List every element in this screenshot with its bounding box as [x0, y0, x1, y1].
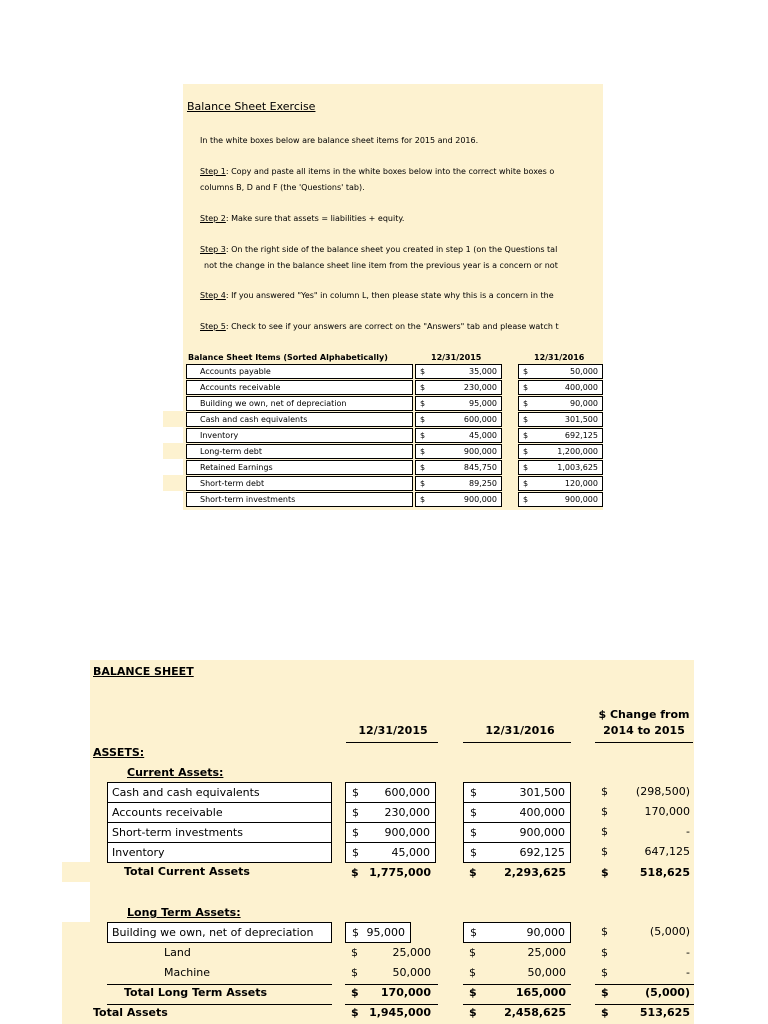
total-label: Total Assets — [93, 1006, 168, 1019]
value-2015-cell[interactable]: $ 900,000 — [415, 444, 502, 459]
value-change: $ - — [601, 825, 690, 838]
item-row — [183, 492, 603, 508]
item-name[interactable]: Long-term debt — [186, 444, 413, 459]
value-2015-cell[interactable]: $ 45,000 — [345, 842, 436, 863]
item-name[interactable]: Short-term debt — [186, 476, 413, 491]
value-2015: $ 50,000 — [351, 966, 431, 979]
item-row — [183, 380, 603, 396]
value-2016-cell[interactable]: $ 400,000 — [463, 802, 571, 823]
value-2015: $ 25,000 — [351, 946, 431, 959]
exercise-intro: In the white boxes below are balance sheet items for 2015 and 2016. — [200, 136, 479, 145]
col-2015-header: 12/31/2015 — [358, 724, 428, 737]
value-change: $ (298,500) — [601, 785, 690, 798]
item-row — [183, 364, 603, 380]
col-change-header-line2: 2014 to 2015 — [603, 724, 685, 737]
value-2015: $ 95,000 — [345, 922, 411, 943]
value-2015-cell[interactable]: $ 45,000 — [415, 428, 502, 443]
assets-label: ASSETS: — [93, 746, 145, 759]
item-row — [183, 444, 603, 460]
total-2015: $ 1,945,000 — [351, 1006, 431, 1019]
total-change: $ (5,000) — [601, 986, 690, 999]
item-name[interactable]: Inventory — [186, 428, 413, 443]
value-2015-cell[interactable]: $ 900,000 — [415, 492, 502, 507]
item-name[interactable]: Accounts receivable — [107, 802, 332, 823]
value-2016-cell[interactable]: $ 692,125 — [463, 842, 571, 863]
value-2016: $ 50,000 — [469, 966, 566, 979]
value-change: $ - — [601, 966, 690, 979]
value-2015-cell[interactable]: $ 35,000 — [415, 364, 502, 379]
value-change: $ (5,000) — [601, 925, 690, 938]
item-name[interactable]: Accounts payable — [186, 364, 413, 379]
total-2015: $ 1,775,000 — [351, 866, 431, 879]
items-header: Balance Sheet Items (Sorted Alphabetically) — [188, 353, 388, 362]
value-2016-cell[interactable]: $ 1,003,625 — [518, 460, 603, 475]
item-name[interactable]: Building we own, net of depreciation — [186, 396, 413, 411]
value-2016-cell[interactable]: $ 1,200,000 — [518, 444, 603, 459]
item-row — [183, 476, 603, 492]
value-2016: $ 90,000 — [463, 922, 571, 943]
row-highlight — [163, 411, 183, 427]
step-1-line2: columns B, D and F (the 'Questions' tab). — [200, 183, 365, 192]
value-2015-cell[interactable]: $ 600,000 — [415, 412, 502, 427]
step-4-line1: Step 4: If you answered "Yes" in column L, then please state why this is a concern in the — [200, 291, 554, 300]
value-2016-cell[interactable]: $ 692,125 — [518, 428, 603, 443]
value-2015-cell[interactable]: $ 230,000 — [415, 380, 502, 395]
value-2015-cell[interactable]: $ 900,000 — [345, 822, 436, 843]
item-name: Machine — [164, 966, 211, 979]
item-row — [183, 412, 603, 428]
step-3-line2: not the change in the balance sheet line item from the previous year is a concern or not — [204, 261, 558, 270]
total-2016: $ 2,293,625 — [469, 866, 566, 879]
step-1-line1: Step 1: Copy and paste all items in the white boxes below into the correct white boxes o — [200, 167, 555, 176]
row-highlight — [163, 443, 183, 459]
item-name[interactable]: Cash and cash equivalents — [186, 412, 413, 427]
value-2016-cell[interactable]: $ 900,000 — [463, 822, 571, 843]
total-label: Total Long Term Assets — [124, 986, 268, 999]
total-2016: $ 165,000 — [469, 986, 566, 999]
row-highlight — [62, 862, 90, 882]
col-change-header-line1: $ Change from — [598, 708, 690, 721]
exercise-title: Balance Sheet Exercise — [187, 100, 316, 113]
step-3-line1: Step 3: On the right side of the balance sheet you created in step 1 (on the Questions tal — [200, 245, 558, 254]
header-rule — [346, 742, 438, 743]
value-2015-cell[interactable]: $ 89,250 — [415, 476, 502, 491]
value-2016-cell[interactable]: $ 301,500 — [463, 782, 571, 803]
total-change: $ 513,625 — [601, 1006, 690, 1019]
value-change: $ 170,000 — [601, 805, 690, 818]
header-2015: 12/31/2015 — [431, 353, 482, 362]
value-2016-cell[interactable]: $ 900,000 — [518, 492, 603, 507]
total-2015: $ 170,000 — [351, 986, 431, 999]
row-highlight — [163, 475, 183, 491]
long-term-assets-label: Long Term Assets: — [127, 906, 241, 919]
total-2016: $ 2,458,625 — [469, 1006, 566, 1019]
value-2015-cell[interactable]: $ 230,000 — [345, 802, 436, 823]
value-2015-cell[interactable]: $ 845,750 — [415, 460, 502, 475]
header-2016: 12/31/2016 — [534, 353, 585, 362]
value-2016-cell[interactable]: $ 120,000 — [518, 476, 603, 491]
item-name[interactable]: Inventory — [107, 842, 332, 863]
value-2015-cell[interactable]: $ 95,000 — [415, 396, 502, 411]
item-name[interactable]: Cash and cash equivalents — [107, 782, 332, 803]
total-rule — [107, 1004, 332, 1005]
item-row — [183, 460, 603, 476]
item-row — [183, 396, 603, 412]
item-name[interactable]: Short-term investments — [107, 822, 332, 843]
total-label: Total Current Assets — [124, 865, 250, 878]
balance-sheet-title: BALANCE SHEET — [93, 665, 194, 678]
value-change: $ 647,125 — [601, 845, 690, 858]
value-2016-cell[interactable]: $ 301,500 — [518, 412, 603, 427]
step-2-line1: Step 2: Make sure that assets = liabilities + equity. — [200, 214, 405, 223]
item-name[interactable]: Retained Earnings — [186, 460, 413, 475]
row-highlight — [62, 922, 90, 1024]
item-name: Building we own, net of depreciation — [107, 922, 332, 943]
current-assets-label: Current Assets: — [127, 766, 224, 779]
col-2016-header: 12/31/2016 — [485, 724, 555, 737]
item-name[interactable]: Short-term investments — [186, 492, 413, 507]
item-name[interactable]: Accounts receivable — [186, 380, 413, 395]
value-2016-cell[interactable]: $ 50,000 — [518, 364, 603, 379]
total-rule — [107, 984, 332, 985]
exercise-panel — [183, 84, 603, 510]
value-2015-cell[interactable]: $ 600,000 — [345, 782, 436, 803]
balance-sheet-panel — [90, 660, 694, 1024]
value-2016-cell[interactable]: $ 90,000 — [518, 396, 603, 411]
value-2016: $ 25,000 — [469, 946, 566, 959]
item-row — [183, 428, 603, 444]
value-change: $ - — [601, 946, 690, 959]
header-rule — [595, 742, 693, 743]
total-change: $ 518,625 — [601, 866, 690, 879]
value-2016-cell[interactable]: $ 400,000 — [518, 380, 603, 395]
step-5-line1: Step 5: Check to see if your answers are correct on the "Answers" tab and please watch t — [200, 322, 559, 331]
item-name: Land — [164, 946, 191, 959]
header-rule — [463, 742, 571, 743]
